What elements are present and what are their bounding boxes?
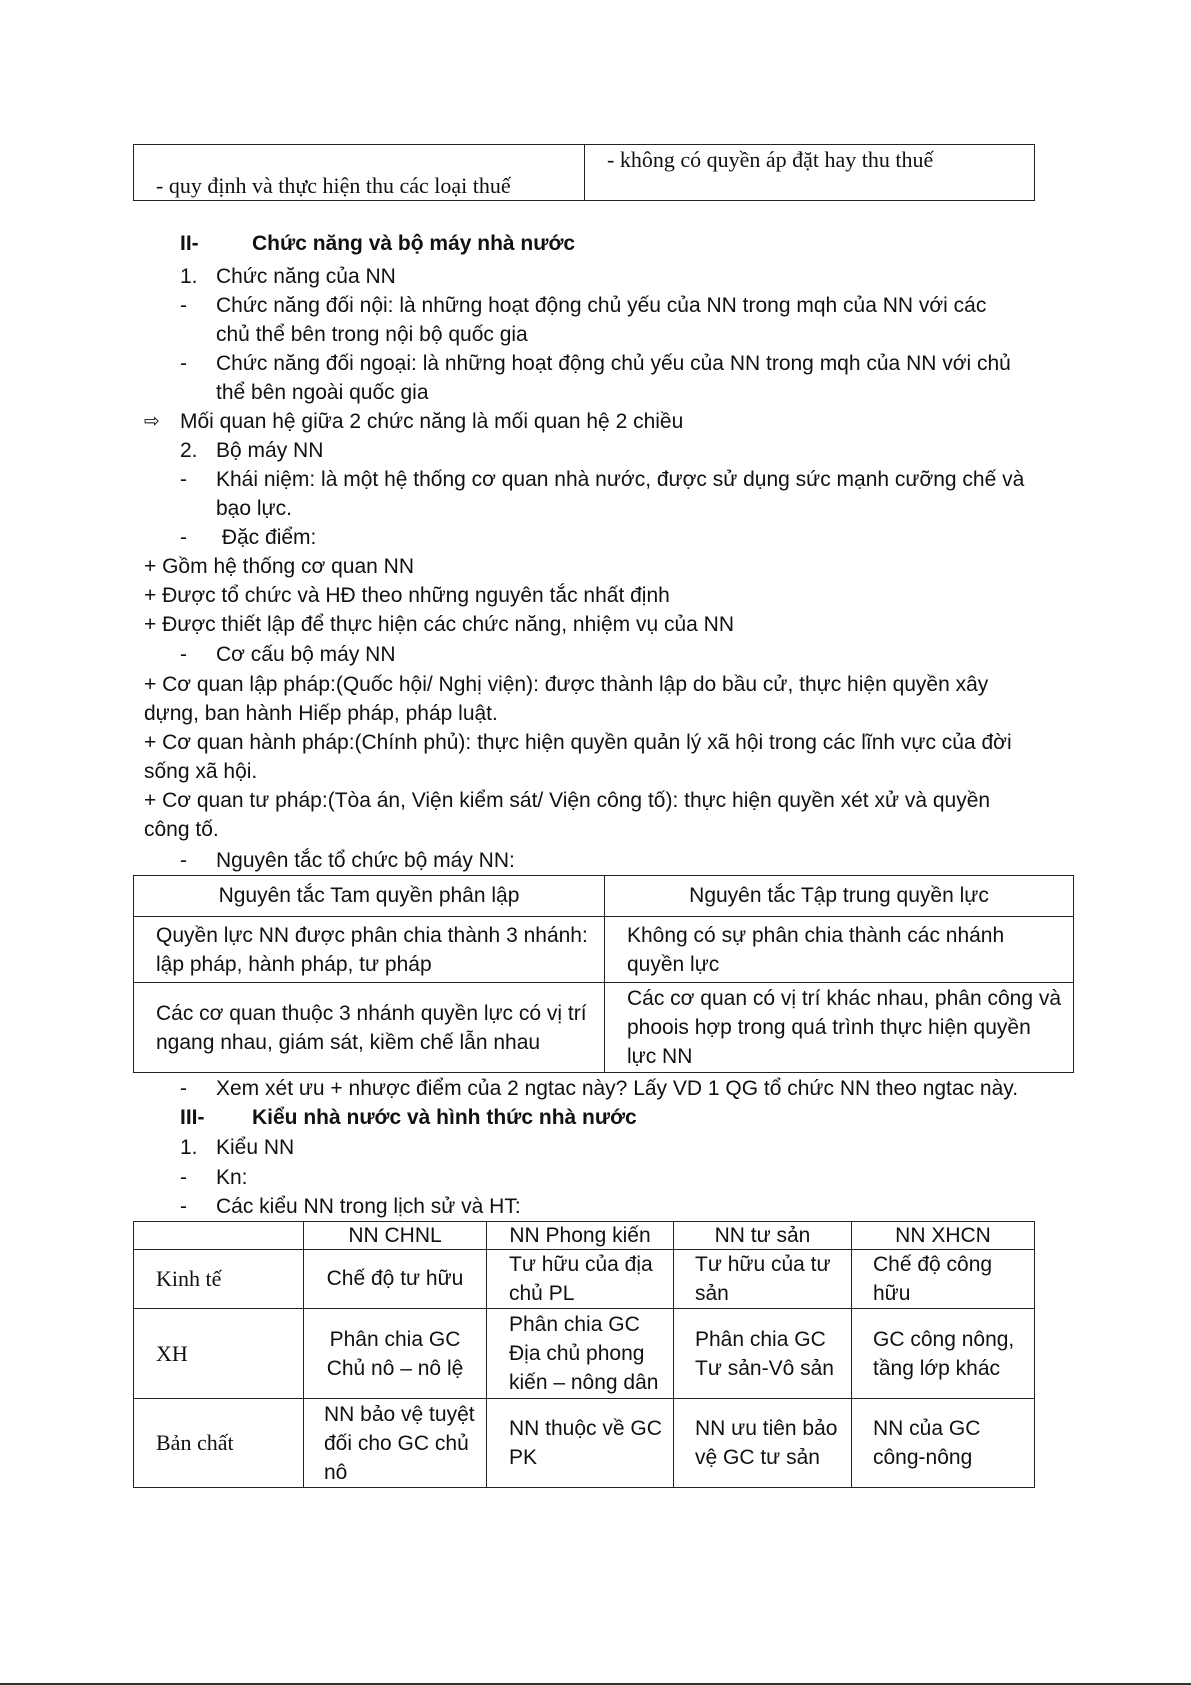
row-label-economy: Kinh tế <box>134 1250 304 1309</box>
cell-line: Chế độ công <box>873 1253 993 1276</box>
principles-cell-text: lực NN <box>627 1045 693 1068</box>
nature-slavery <box>304 1399 487 1488</box>
state-types-table <box>133 1221 1035 1488</box>
top-table <box>133 144 1035 201</box>
principles-label: Nguyên tắc tổ chức bộ máy NN: <box>216 849 515 872</box>
section3-title: Kiểu nhà nước và hình thức nhà nước <box>252 1106 637 1129</box>
dash-marker: - <box>180 1195 187 1218</box>
features-label: Đặc điểm: <box>216 526 317 549</box>
top-table-left-cell <box>134 145 585 201</box>
principles-cell-text: Quyền lực NN được phân chia thành 3 nhánh: <box>156 923 588 947</box>
section3-numeral: III- <box>180 1106 205 1129</box>
economy-slavery: Chế độ tư hữu <box>304 1250 487 1309</box>
dash-marker: - <box>180 1077 187 1100</box>
cell-line: Chủ nô – nô lệ <box>326 1356 464 1380</box>
cell-line: vệ GC tư sản <box>695 1446 820 1469</box>
principles-table <box>133 875 1074 1073</box>
dash-marker: - <box>180 1166 187 1189</box>
principles-header-separation: Nguyên tắc Tam quyền phân lập <box>134 876 605 917</box>
economy-feudal <box>487 1250 674 1309</box>
cell-line: đối cho GC chủ <box>324 1431 469 1455</box>
cell-line: NN của GC <box>873 1417 981 1440</box>
principles-cell-text: Các cơ quan thuộc 3 nhánh quyền lực có vị trí <box>156 1001 587 1025</box>
feature-a: + Gồm hệ thống cơ quan NN <box>144 555 415 578</box>
external-function-line2: thể bên ngoài quốc gia <box>216 381 429 404</box>
evaluation-question: Xem xét ưu + nhược điểm của 2 ngtac này? Lấy VD 1 QG tổ chức NN theo ngtac này. <box>216 1077 1019 1100</box>
society-capitalist <box>674 1309 852 1399</box>
principles-row1-left <box>134 917 605 983</box>
cell-line: công-nông <box>873 1446 973 1469</box>
cell-line: NN thuộc về GC <box>509 1417 662 1440</box>
cell-line: nô <box>324 1460 348 1484</box>
cell-line: NN bảo vệ tuyệt <box>324 1402 475 1426</box>
cell-line: chủ PL <box>509 1282 575 1305</box>
concept-line1: Khái niệm: là một hệ thống cơ quan nhà nước, được sử dụng sức mạnh cưỡng chế và <box>216 468 1025 491</box>
legislative-line1: + Cơ quan lập pháp:(Quốc hội/ Nghị viện): được thành lập do bầu cử, thực hiện quyền xây <box>144 673 989 696</box>
row-label-society: XH <box>134 1309 304 1399</box>
dash-marker: - <box>180 526 187 549</box>
legislative-line2: dựng, ban hành Hiếp pháp, pháp luật. <box>144 702 498 725</box>
dash-marker: - <box>180 468 187 491</box>
nature-socialist <box>852 1399 1035 1488</box>
economy-socialist <box>852 1250 1035 1309</box>
top-table-right-cell <box>585 145 1035 201</box>
internal-function-line1: Chức năng đối nội: là những hoạt động chủ yếu của NN trong mqh của NN với các <box>216 294 987 317</box>
principles-row2-right <box>605 983 1074 1073</box>
nature-feudal <box>487 1399 674 1488</box>
cell-line: Tư hữu của địa <box>509 1253 653 1276</box>
kn-label: Kn: <box>216 1166 248 1189</box>
feature-c: + Được thiết lập để thực hiện các chức năng, nhiệm vụ của NN <box>144 613 734 636</box>
types-header-feudal: NN Phong kiến <box>487 1222 674 1250</box>
item1-title: Chức năng của NN <box>216 265 396 288</box>
principles-header-centralized: Nguyên tắc Tập trung quyền lực <box>605 876 1074 917</box>
types-header-empty <box>134 1222 304 1250</box>
types-header-socialist: NN XHCN <box>852 1222 1035 1250</box>
types-header-capitalist: NN tư sản <box>674 1222 852 1250</box>
item2-number: 2. <box>180 439 198 462</box>
cell-line: Tư sản-Vô sản <box>695 1356 834 1380</box>
cell-line: PK <box>509 1446 538 1469</box>
principles-row1-right <box>605 917 1074 983</box>
row-label-nature: Bản chất <box>134 1399 304 1488</box>
nature-capitalist <box>674 1399 852 1488</box>
judicial-line2: công tố. <box>144 818 219 841</box>
top-table-right-text: - không có quyền áp đặt hay thu thuế <box>607 147 934 172</box>
cell-line: Phân chia GC <box>695 1327 826 1351</box>
concept-line2: bạo lực. <box>216 497 292 520</box>
society-feudal <box>487 1309 674 1399</box>
external-function-line1: Chức năng đối ngoại: là những hoạt động chủ yếu của NN trong mqh của NN với chủ <box>216 352 1011 375</box>
principles-cell-text: quyền lực <box>627 952 720 976</box>
principles-row2-left <box>134 983 605 1073</box>
judicial-line1: + Cơ quan tư pháp:(Tòa án, Viện kiểm sát/ Viện công tố): thực hiện quyền xét xử và quyền <box>144 789 991 812</box>
dash-marker: - <box>180 352 187 375</box>
section2-numeral: II- <box>180 232 199 255</box>
item1-number: 1. <box>180 265 198 288</box>
top-table-left-text: - quy định và thực hiện thu các loại thuế <box>156 173 511 198</box>
cell-line: Tư hữu của tư <box>695 1253 831 1276</box>
cell-line: sản <box>695 1282 729 1305</box>
principles-cell-text: ngang nhau, giám sát, kiềm chế lẫn nhau <box>156 1030 541 1054</box>
principles-cell-text: Không có sự phân chia thành các nhánh <box>627 923 1005 947</box>
relation-text: Mối quan hệ giữa 2 chức năng là mối quan hệ 2 chiều <box>180 410 684 433</box>
principles-cell-text: phoois hợp trong quá trình thực hiện quyền <box>627 1016 1031 1039</box>
executive-line1: + Cơ quan hành pháp:(Chính phủ): thực hiện quyền quản lý xã hội trong các lĩnh vực của đời <box>144 731 1012 754</box>
item2-title: Bộ máy NN <box>216 439 324 462</box>
internal-function-line2: chủ thể bên trong nội bộ quốc gia <box>216 323 528 346</box>
cell-line: tầng lớp khác <box>873 1356 1001 1380</box>
cell-line: kiến – nông dân <box>509 1371 659 1394</box>
executive-line2: sống xã hội. <box>144 760 258 783</box>
principles-cell-text: lập pháp, hành pháp, tư pháp <box>156 952 432 976</box>
arrow-icon: ⇨ <box>144 411 160 432</box>
dash-marker: - <box>180 643 187 666</box>
economy-capitalist <box>674 1250 852 1309</box>
cell-line: Địa chủ phong <box>509 1342 645 1365</box>
cell-line: GC công nông, <box>873 1327 1015 1351</box>
structure-label: Cơ cấu bộ máy NN <box>216 643 396 666</box>
feature-b: + Được tổ chức và HĐ theo những nguyên tắc nhất định <box>144 584 670 607</box>
principles-cell-text: Các cơ quan có vị trí khác nhau, phân công và <box>627 987 1062 1010</box>
cell-line: Phân chia GC <box>509 1313 640 1336</box>
cell-line: hữu <box>873 1282 911 1305</box>
cell-line: Phân chia GC <box>329 1327 461 1351</box>
section2-title: Chức năng và bộ máy nhà nước <box>252 232 576 255</box>
society-slavery <box>304 1309 487 1399</box>
cell-line: NN ưu tiên bảo <box>695 1417 838 1440</box>
society-socialist <box>852 1309 1035 1399</box>
types-header-slavery: NN CHNL <box>304 1222 487 1250</box>
section3-item1-title: Kiểu NN <box>216 1136 295 1159</box>
section3-item1-number: 1. <box>180 1136 198 1159</box>
dash-marker: - <box>180 849 187 872</box>
types-label: Các kiểu NN trong lịch sử và HT: <box>216 1195 521 1218</box>
dash-marker: - <box>180 294 187 317</box>
